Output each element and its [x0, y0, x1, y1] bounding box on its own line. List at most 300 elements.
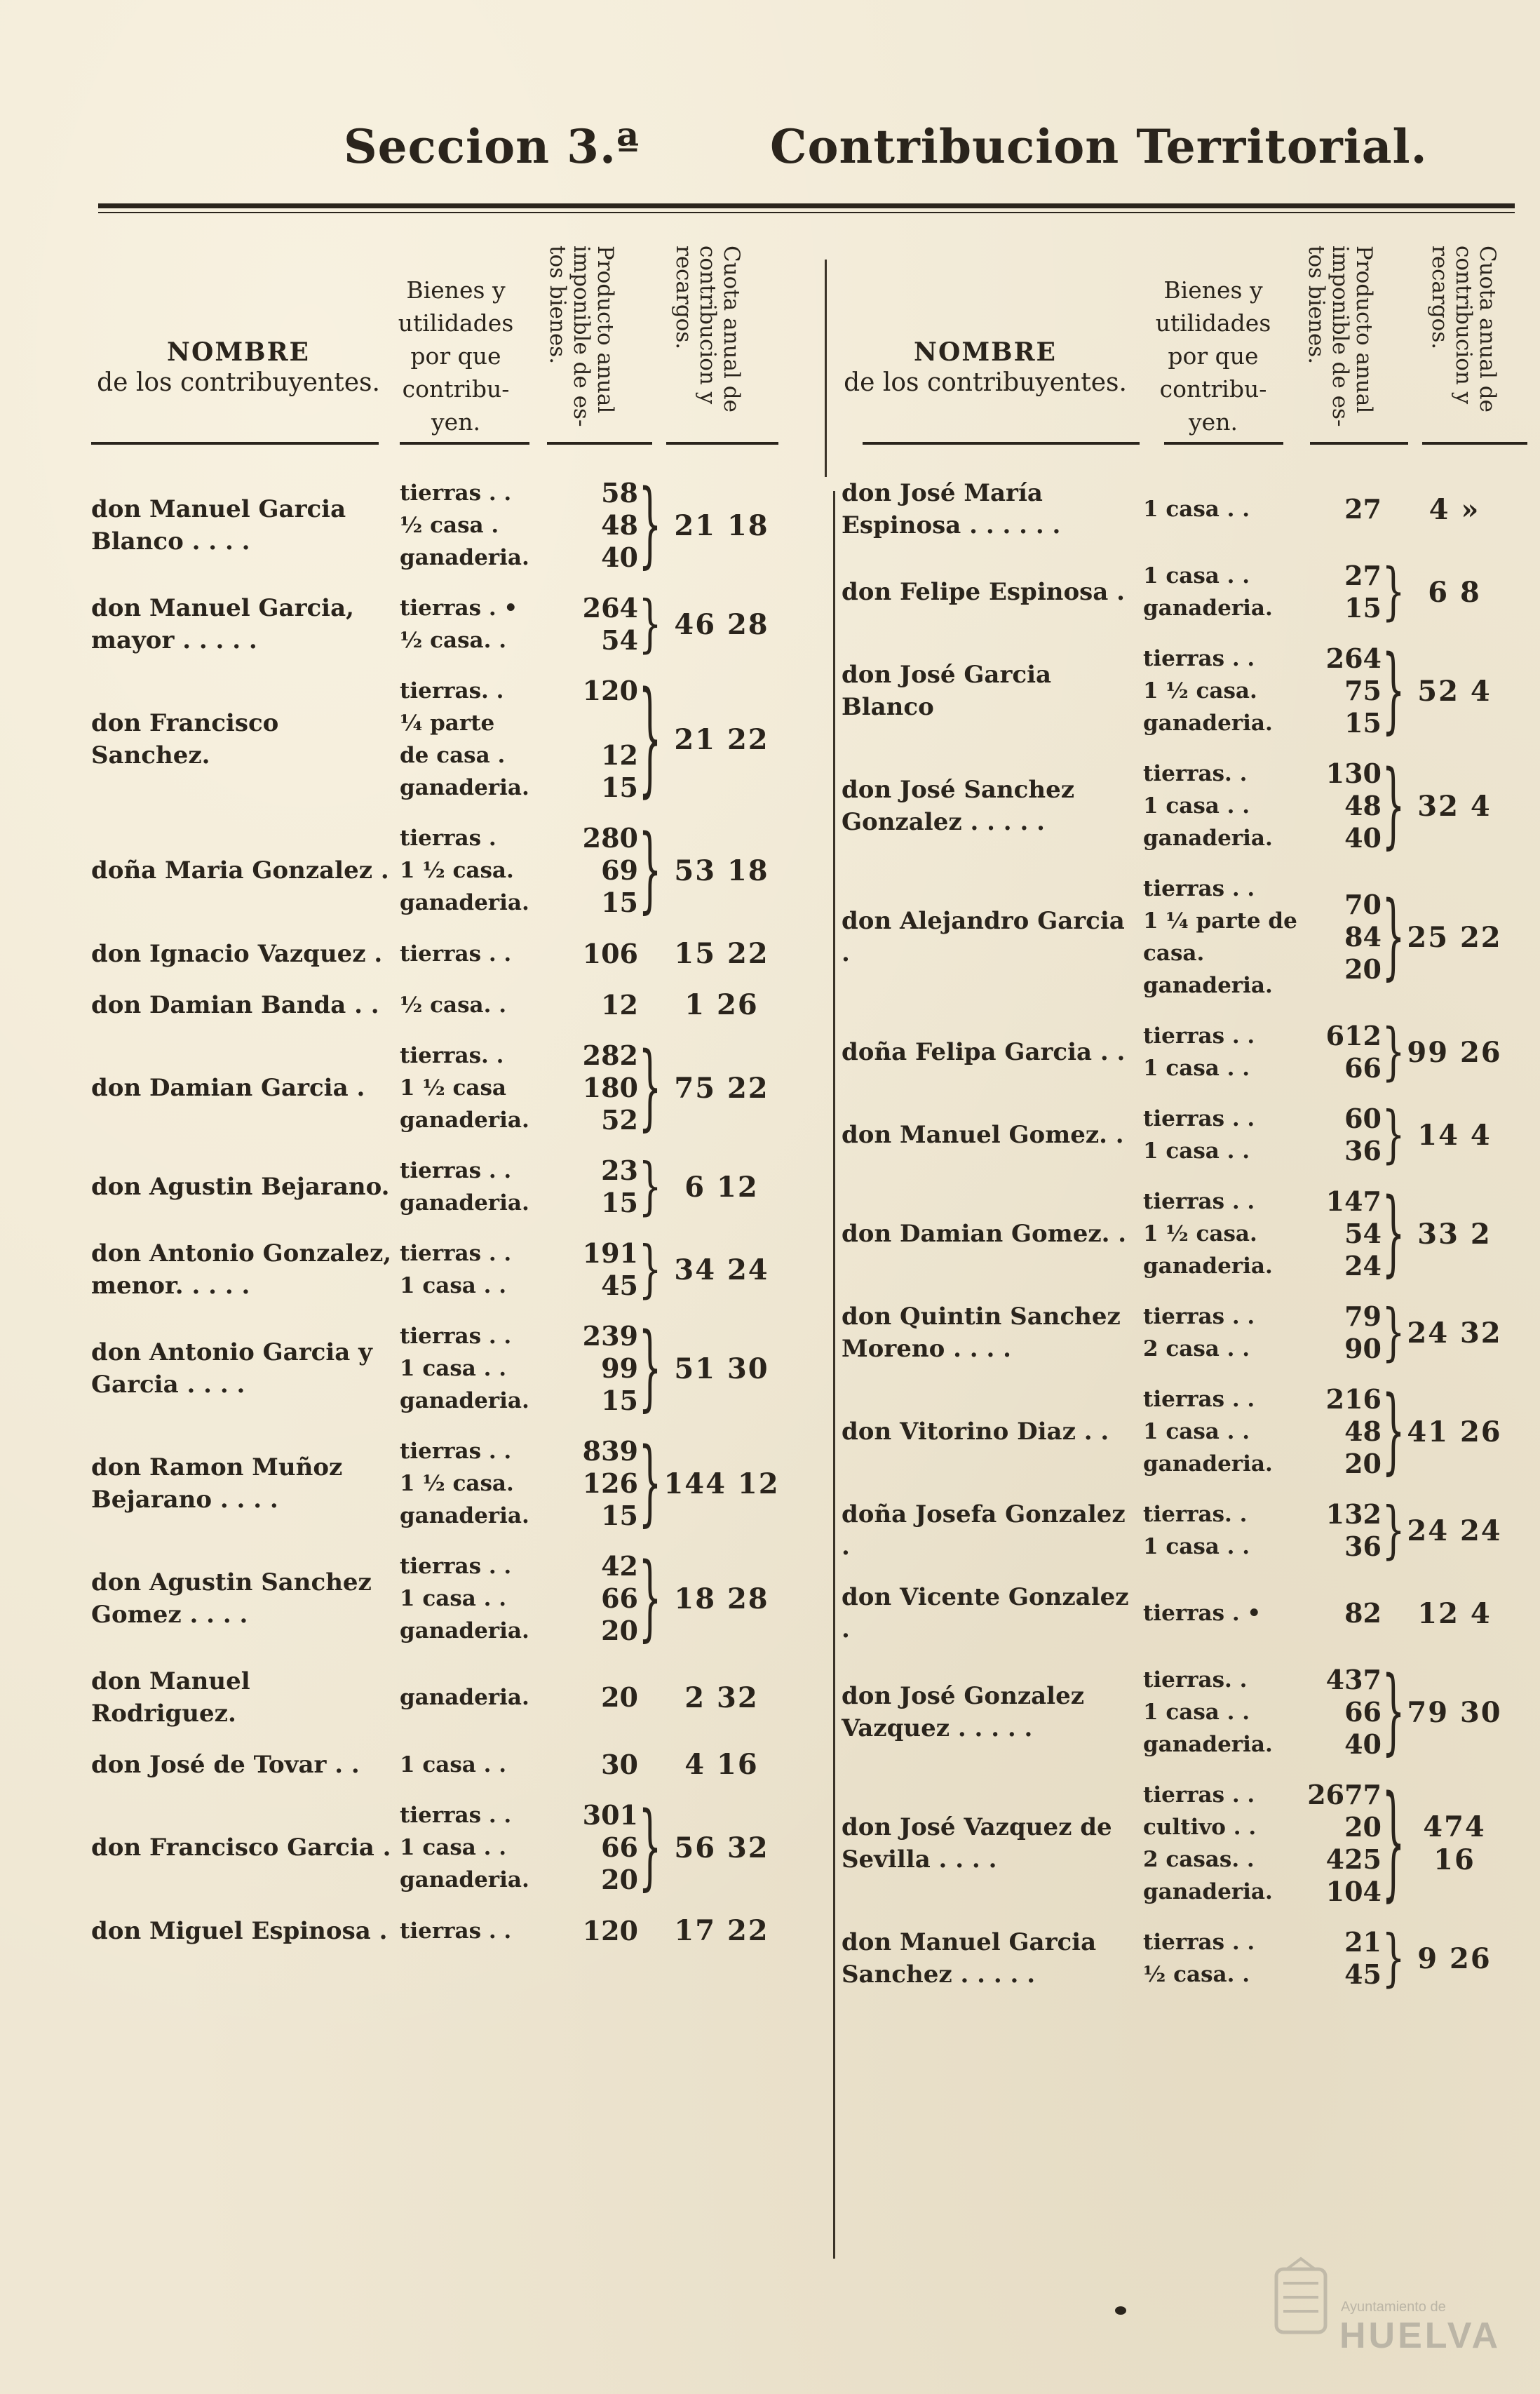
producto-value: 79: [1344, 1300, 1382, 1332]
brace-glyph: }: [638, 1314, 662, 1423]
brace-glyph: }: [1382, 752, 1405, 860]
producto-value: 20: [601, 1864, 638, 1895]
cuota-value: 51 30: [674, 1352, 769, 1385]
column-divider-top: [825, 260, 827, 477]
bienes-item: 1 ½ casa: [400, 1075, 506, 1101]
entry-row: [842, 637, 1529, 745]
entry-row: [842, 1581, 1529, 1646]
brace-icon: [638, 1151, 662, 1223]
brace-icon: [638, 1794, 662, 1902]
bienes-list: [400, 1915, 561, 1947]
producto-value: 15: [601, 1385, 638, 1416]
entry-gap: [842, 1761, 1529, 1779]
cuota-value: 1 26: [684, 988, 759, 1021]
cuota-value: 75 22: [674, 1071, 769, 1105]
bienes-item: 1 casa . .: [1143, 793, 1250, 819]
bienes-list: [400, 1550, 561, 1647]
producto-value: 40: [1344, 1728, 1382, 1760]
producto-value: 54: [601, 624, 638, 656]
producto-list: [561, 1681, 638, 1714]
contributor-name: don Manuel Garcia, mayor . . . . .: [91, 594, 354, 654]
contributor-name: don José Vazquez de Sevilla . . . .: [842, 1813, 1112, 1874]
bienes-list: [1143, 1020, 1297, 1084]
bienes-item: 1 casa . .: [1143, 563, 1250, 589]
entry-gap: [842, 1646, 1529, 1664]
entry-row: [842, 873, 1529, 1002]
bienes-item: ½ casa. .: [1143, 1962, 1250, 1987]
bienes-item: tierras . •: [400, 596, 518, 621]
producto-value: 15: [1344, 707, 1382, 739]
producto-list: [561, 675, 638, 804]
entry-gap: [91, 1136, 792, 1155]
brace-glyph: }: [1382, 1495, 1405, 1566]
entry-gap: [842, 624, 1529, 643]
contributor-name: don Alejandro Garcia .: [842, 907, 1125, 967]
brace-glyph: }: [1382, 1772, 1405, 1915]
producto-value: 301: [582, 1799, 638, 1831]
bienes-item: tierras .: [400, 826, 497, 851]
header-producto: Producto anual imponible de es- tos bienes.: [545, 246, 618, 427]
brace-glyph: }: [638, 1794, 662, 1902]
bienes-item: ganaderia.: [400, 1618, 529, 1643]
brace-icon: [1382, 1099, 1405, 1171]
producto-value: 58: [601, 477, 638, 509]
entry-row: [842, 1378, 1529, 1486]
bienes-list: [400, 477, 561, 574]
header-line: [547, 442, 652, 445]
contributor-name: don Vitorino Diaz . .: [842, 1418, 1109, 1446]
entry-gap: [91, 574, 792, 592]
producto-list: [561, 1040, 638, 1136]
bienes-list: [400, 1681, 561, 1714]
watermark-line2: HUELVA: [1339, 2315, 1501, 2356]
producto-list: [1297, 889, 1382, 986]
producto-list: [561, 938, 638, 970]
entry-gap: [91, 657, 792, 675]
brace-glyph: }: [638, 816, 662, 924]
bienes-item: ganaderia.: [1143, 1879, 1273, 1904]
bienes-item: tierras . .: [400, 1918, 512, 1944]
producto-value: 24: [1344, 1250, 1382, 1282]
brace-icon: [638, 1665, 662, 1730]
bienes-item: 1 casa . .: [1143, 1138, 1250, 1164]
bienes-list: [400, 822, 561, 919]
producto-value: 15: [601, 1500, 638, 1531]
title-rule: [98, 203, 1515, 208]
bienes-item: tierras . .: [400, 1554, 512, 1579]
contributor-name: don José Garcia Blanco: [842, 661, 1052, 721]
producto-list: [561, 1799, 638, 1896]
header-producto: Producto anual imponible de es- tos bienes.: [1304, 246, 1377, 427]
producto-value: 239: [582, 1320, 638, 1352]
entry-gap: [91, 1021, 792, 1040]
brace-icon: [1382, 1495, 1405, 1566]
producto-value: 280: [582, 822, 638, 854]
bienes-item: tierras. .: [1143, 761, 1248, 786]
cuota-value: 14 4: [1417, 1118, 1492, 1152]
producto-list: [1297, 1498, 1382, 1563]
bienes-item: 1 ½ casa.: [1143, 1221, 1257, 1246]
bienes-item: tierras . .: [1143, 1930, 1255, 1955]
producto-value: 66: [1344, 1696, 1382, 1728]
producto-value: 45: [601, 1270, 638, 1301]
bienes-item: ganaderia.: [400, 1108, 529, 1133]
footer-dot: [1115, 2306, 1126, 2315]
contributor-name: don Manuel Gomez. .: [842, 1121, 1124, 1149]
header-line: [863, 442, 1140, 445]
bienes-item: 1 ½ casa.: [1143, 678, 1257, 704]
cuota-value: 12 4: [1417, 1596, 1492, 1630]
contributor-name: don Manuel Rodriguez.: [91, 1667, 250, 1728]
bienes-item: 1 casa . .: [400, 1586, 507, 1611]
brace-icon: [1382, 556, 1405, 628]
producto-value: 264: [582, 592, 638, 624]
bienes-item: tierras . .: [400, 1158, 512, 1183]
producto-value: 40: [601, 542, 638, 573]
contributor-name: doña Josefa Gonzalez .: [842, 1500, 1126, 1561]
bienes-list: [400, 1155, 561, 1219]
bienes-list: [1143, 1498, 1297, 1563]
contributor-name: don Damian Garcia .: [91, 1074, 365, 1102]
bienes-list: [1143, 758, 1297, 854]
entry-gap: [842, 1908, 1529, 1926]
cuota-value: 56 32: [674, 1831, 769, 1864]
contributor-name: don Quintin Sanchez Moreno . . . .: [842, 1303, 1121, 1363]
contributor-name: don Manuel Garcia Sanchez . . . . .: [842, 1928, 1097, 1989]
brace-glyph: }: [1382, 1099, 1405, 1171]
producto-value: 90: [1344, 1333, 1382, 1364]
bienes-item: ¼ parte: [400, 711, 495, 736]
brace-icon: [1382, 873, 1405, 1002]
producto-list: [1297, 1020, 1382, 1084]
producto-list: [561, 989, 638, 1021]
bienes-item: ganaderia.: [400, 545, 529, 570]
entry-gap: [842, 1282, 1529, 1300]
entry-gap: [842, 1167, 1529, 1185]
producto-value: 2677: [1307, 1779, 1382, 1810]
bienes-item: tierras . .: [1143, 1106, 1255, 1131]
brace-glyph: }: [1382, 883, 1405, 991]
brace-glyph: }: [638, 1545, 662, 1653]
producto-value: 132: [1325, 1498, 1382, 1530]
brace-icon: [1382, 1923, 1405, 1994]
entry-gap: [842, 1002, 1529, 1020]
contributor-name: don José Gonzalez Vazquez . . . . .: [842, 1682, 1085, 1742]
producto-value: 12: [601, 739, 638, 771]
bienes-item: 1 casa . .: [1143, 1056, 1250, 1081]
left-column: [91, 238, 792, 1965]
brace-icon: [638, 471, 662, 579]
brace-icon: [1382, 752, 1405, 860]
brace-glyph: }: [638, 471, 662, 579]
producto-value: 612: [1325, 1020, 1382, 1051]
entry-gap: [91, 1417, 792, 1435]
producto-value: 282: [582, 1040, 638, 1071]
producto-value: 54: [1344, 1218, 1382, 1249]
brace-icon: [638, 668, 662, 811]
contributor-name: don Agustin Bejarano.: [91, 1173, 390, 1201]
bienes-item: tierras. .: [400, 678, 504, 704]
entry-row: [91, 1430, 792, 1538]
bienes-list: [400, 1435, 561, 1532]
brace-icon: [638, 589, 662, 660]
bienes-item: tierras . •: [1143, 1601, 1262, 1626]
producto-list: [1297, 560, 1382, 624]
bienes-list: [400, 1749, 561, 1781]
bienes-item: cultivo . .: [1143, 1815, 1257, 1840]
header-cuota: Cuota anual de contribucion y recargos.: [1427, 246, 1500, 412]
bienes-list: [1143, 1779, 1297, 1908]
producto-value: 130: [1325, 758, 1382, 789]
producto-list: [1297, 1103, 1382, 1167]
contributor-name: don Francisco Sanchez.: [91, 709, 279, 769]
contributor-name: don José María Espinosa . . . . . .: [842, 479, 1061, 539]
bienes-item: 2 casas. .: [1143, 1847, 1255, 1872]
brace-icon: [1382, 1581, 1405, 1646]
cuota-value: 144 12: [663, 1467, 780, 1500]
brace-icon: [638, 1545, 662, 1653]
entry-row: [91, 816, 792, 924]
entry-gap: [91, 1947, 792, 1965]
bienes-list: [1143, 1597, 1297, 1629]
bienes-list: [1143, 643, 1297, 739]
bienes-item: ganaderia.: [400, 1685, 529, 1710]
brace-icon: [1382, 477, 1405, 542]
entry-gap: [91, 970, 792, 988]
producto-value: 120: [582, 1914, 638, 1946]
entry-gap: [842, 1365, 1529, 1383]
entry-gap: [91, 1896, 792, 1914]
entry-row: [91, 1794, 792, 1902]
entry-gap: [842, 1563, 1529, 1581]
producto-value: 15: [1344, 592, 1382, 624]
brace-icon: [638, 1914, 662, 1947]
cuota-value: 46 28: [674, 607, 769, 641]
producto-value: 27: [1344, 560, 1382, 591]
entry-row: [842, 556, 1529, 628]
entry-row: [91, 1665, 792, 1730]
producto-value: 82: [1344, 1597, 1382, 1629]
bienes-item: 1 casa . .: [400, 1273, 507, 1298]
bienes-item: tierras . .: [1143, 1782, 1255, 1808]
cuota-value: 41 26: [1407, 1415, 1502, 1448]
producto-value: 45: [1344, 1958, 1382, 1990]
right-column: [842, 238, 1529, 2009]
producto-value: 40: [1344, 822, 1382, 854]
cuota-value: 32 4: [1417, 789, 1492, 823]
bienes-item: ganaderia.: [1143, 1253, 1273, 1279]
producto-list: [561, 1237, 638, 1302]
brace-icon: [1382, 1297, 1405, 1369]
header-line: [400, 442, 529, 445]
cuota-value: 4 »: [1428, 492, 1480, 526]
header-nombre: NOMBRE de los contribuyentes.: [844, 337, 1127, 397]
brace-icon: [638, 1748, 662, 1781]
header-line: [91, 442, 379, 445]
contributor-name: don Damian Gomez. .: [842, 1220, 1127, 1248]
producto-value: 36: [1344, 1531, 1382, 1562]
bienes-item: 1 ¼ parte de casa.: [1143, 908, 1297, 966]
bienes-item: tierras . .: [1143, 1023, 1255, 1049]
bienes-list: [400, 675, 561, 804]
entry-row: [842, 1658, 1529, 1766]
entry-gap: [842, 854, 1529, 873]
contributor-name: don Antonio Garcia y Garcia . . . .: [91, 1338, 372, 1399]
brace-icon: [1382, 637, 1405, 745]
bienes-item: ganaderia.: [400, 1388, 529, 1413]
bienes-list: [1143, 1300, 1297, 1365]
bienes-item: tierras . .: [400, 1241, 512, 1266]
entry-row: [842, 1016, 1529, 1088]
producto-value: 84: [1344, 921, 1382, 953]
brace-glyph: }: [1382, 1658, 1405, 1766]
producto-value: 99: [601, 1352, 638, 1384]
right-entries: [842, 477, 1529, 2009]
cuota-value: 33 2: [1417, 1217, 1492, 1251]
header-line: [1164, 442, 1283, 445]
entry-gap: [91, 1302, 792, 1320]
entry-row: [91, 589, 792, 660]
contributor-name: doña Maria Gonzalez .: [91, 856, 389, 885]
entry-gap: [91, 1532, 792, 1550]
producto-value: 52: [601, 1104, 638, 1136]
contributor-name: don José de Tovar . .: [91, 1750, 360, 1779]
header-nombre: NOMBRE de los contribuyentes.: [97, 337, 380, 397]
entry-gap: [842, 542, 1529, 560]
brace-glyph: }: [1382, 1923, 1405, 1994]
brace-glyph: }: [638, 1151, 662, 1223]
bienes-item: ganaderia.: [1143, 826, 1273, 851]
contributor-name: don Damian Banda . .: [91, 990, 379, 1019]
entry-row: [842, 1772, 1529, 1915]
header-line: [666, 442, 778, 445]
watermark-line1: Ayuntamiento de: [1341, 2299, 1446, 2315]
producto-value: 180: [582, 1072, 638, 1103]
bienes-item: tierras . .: [400, 941, 512, 967]
bienes-item: tierras . .: [1143, 876, 1255, 901]
producto-list: [1297, 1383, 1382, 1480]
entry-row: [842, 1495, 1529, 1566]
producto-value: 15: [601, 887, 638, 918]
cuota-value: 79 30: [1407, 1695, 1502, 1729]
brace-glyph: }: [638, 1430, 662, 1538]
producto-value: 147: [1325, 1185, 1382, 1217]
producto-value: 23: [601, 1155, 638, 1186]
entry-row: [91, 1545, 792, 1653]
cuota-value: 21 18: [674, 509, 769, 542]
entry-gap: [842, 1480, 1529, 1498]
contributor-name: don Agustin Sanchez Gomez . . . .: [91, 1568, 372, 1629]
cuota-value: 4 16: [684, 1748, 759, 1781]
producto-list: [561, 1155, 638, 1219]
brace-icon: [1382, 1772, 1405, 1915]
cuota-value: 34 24: [674, 1253, 769, 1286]
entry-gap: [842, 1991, 1529, 2009]
contributor-name: don Ramon Muñoz Bejarano . . . .: [91, 1453, 343, 1514]
entry-row: [91, 1748, 792, 1781]
bienes-item: tierras . .: [1143, 1387, 1255, 1412]
producto-value: 66: [1344, 1052, 1382, 1084]
entry-gap: [91, 1219, 792, 1237]
contributor-name: don Vicente Gonzalez .: [842, 1583, 1129, 1643]
producto-value: 42: [601, 1550, 638, 1582]
producto-value: 20: [1344, 1448, 1382, 1479]
cuota-value: 474 16: [1423, 1810, 1486, 1876]
contributor-name: don Francisco Garcia .: [91, 1834, 391, 1862]
brace-glyph: }: [638, 1234, 662, 1305]
producto-value: 48: [1344, 790, 1382, 821]
producto-value: 20: [1344, 1811, 1382, 1843]
bienes-item: tierras . .: [1143, 1304, 1255, 1329]
producto-value: 66: [601, 1582, 638, 1614]
left-entries: [91, 471, 792, 1965]
producto-list: [1297, 1597, 1382, 1629]
producto-list: [561, 822, 638, 919]
cuota-value: 21 22: [674, 722, 769, 756]
entry-row: [91, 1314, 792, 1423]
bienes-item: ganaderia.: [400, 1867, 529, 1892]
producto-value: 48: [601, 509, 638, 541]
producto-value: 12: [601, 988, 638, 1021]
brace-glyph: }: [1382, 1016, 1405, 1088]
brace-icon: [1382, 1180, 1405, 1288]
entry-row: [91, 1914, 792, 1947]
contributor-name: don Felipe Espinosa .: [842, 578, 1125, 606]
bienes-item: 1 casa . .: [1143, 1700, 1250, 1725]
bienes-list: [1143, 873, 1297, 1002]
producto-value: 75: [1344, 675, 1382, 706]
brace-glyph: }: [1382, 637, 1405, 745]
cuota-value: 9 26: [1417, 1942, 1492, 1975]
bienes-item: 2 casa . .: [1143, 1336, 1250, 1361]
producto-value: 20: [601, 1615, 638, 1646]
brace-icon: [638, 988, 662, 1021]
bienes-item: 1 ½ casa.: [400, 1471, 514, 1496]
bienes-item: ganaderia.: [1143, 1451, 1273, 1477]
bienes-item: ganaderia.: [400, 1503, 529, 1528]
producto-list: [561, 1320, 638, 1417]
producto-value: 15: [601, 772, 638, 803]
bienes-item: ganaderia.: [1143, 596, 1273, 621]
entry-gap: [91, 919, 792, 937]
bienes-item: de casa .: [400, 743, 506, 768]
entry-row: [91, 1151, 792, 1223]
header-line: [1422, 442, 1527, 445]
title-rule-thin: [98, 212, 1515, 213]
entry-row: [842, 1180, 1529, 1288]
entry-gap: [91, 804, 792, 822]
producto-value: 120: [582, 675, 638, 706]
brace-icon: [1382, 1378, 1405, 1486]
producto-list: [561, 592, 638, 657]
producto-value: 20: [601, 1681, 638, 1713]
header-bienes: Bienes y utilidades por que contribu- yen.: [398, 276, 514, 436]
entry-gap: [842, 739, 1529, 758]
cuota-value: 15 22: [674, 937, 769, 970]
producto-list: [1297, 758, 1382, 854]
bienes-item: tierras . .: [400, 1439, 512, 1464]
cuota-value: 17 22: [674, 1914, 769, 1947]
producto-value: 70: [1344, 889, 1382, 920]
cuota-value: 6 12: [684, 1170, 759, 1204]
producto-list: [1297, 1185, 1382, 1282]
bienes-item: ½ casa. .: [400, 992, 507, 1018]
entry-row: [91, 471, 792, 579]
producto-list: [561, 477, 638, 574]
bienes-item: 1 casa . .: [400, 1356, 507, 1381]
producto-list: [1297, 493, 1382, 525]
bienes-item: 1 casa . .: [1143, 497, 1250, 522]
